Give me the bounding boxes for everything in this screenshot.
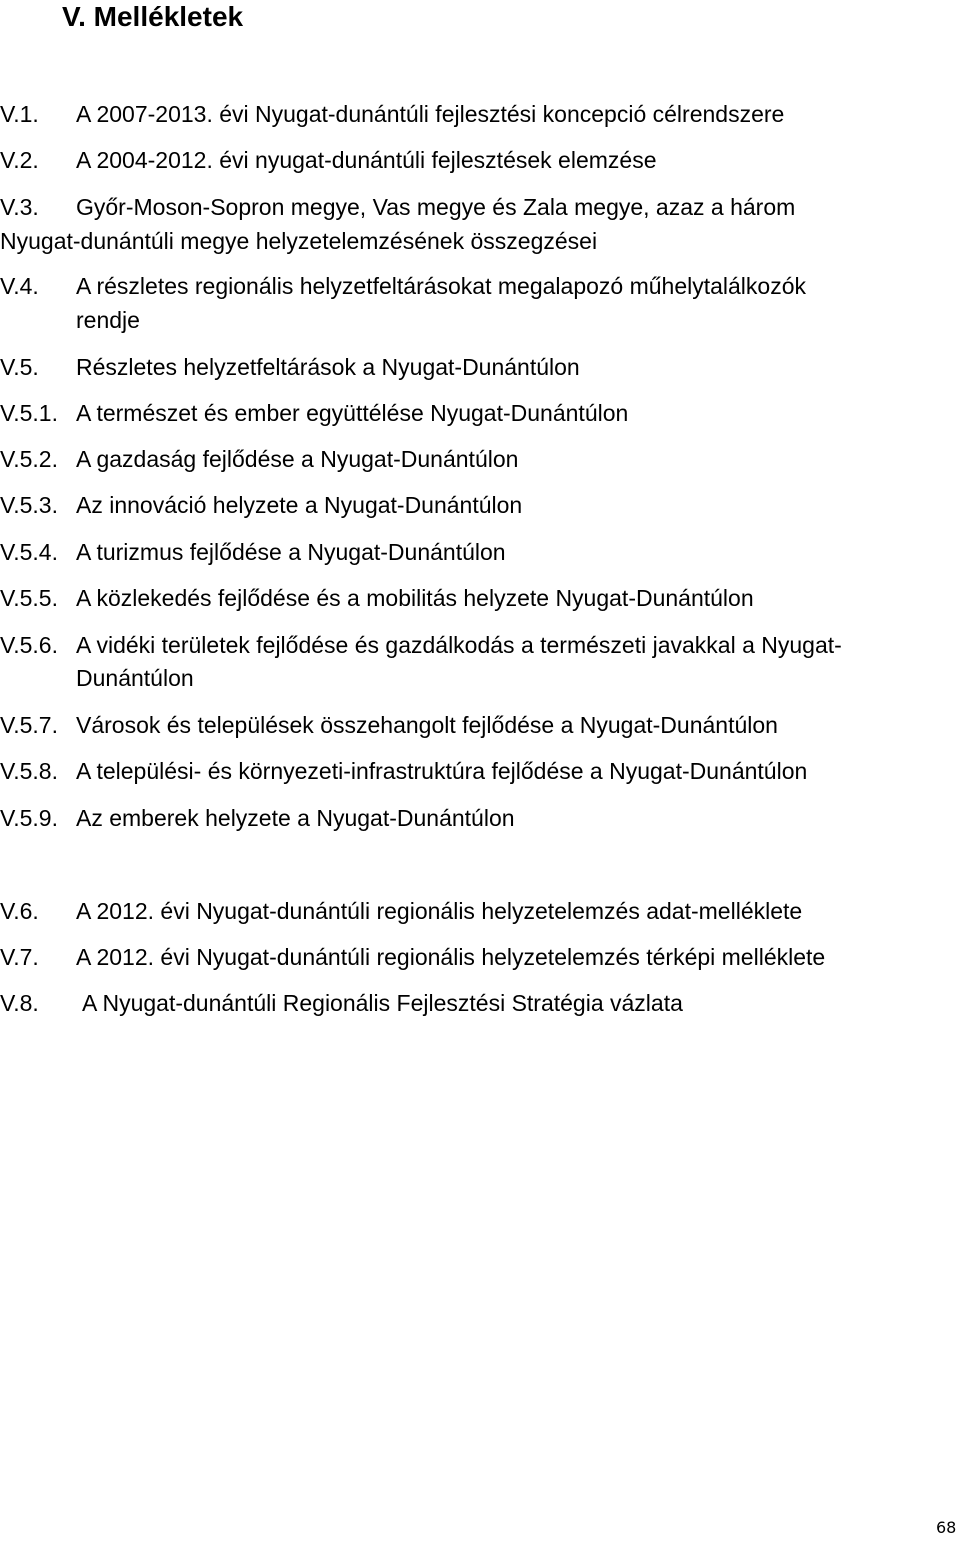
toc-entry-number: V.8. xyxy=(0,990,39,1016)
toc-entry-title: A természet és ember együttélése Nyugat-Dunántúlon xyxy=(76,400,629,426)
page-number: 68 xyxy=(936,1518,957,1537)
toc-entry-title-continuation: rendje xyxy=(76,307,140,333)
toc-entry-number: V.5.2. xyxy=(0,446,58,472)
toc-entry-number: V.2. xyxy=(0,147,39,173)
toc-entry-title: A 2007-2013. évi Nyugat-dunántúli fejlesztési koncepció célrendszere xyxy=(76,101,785,127)
toc-entry-title: A 2012. évi Nyugat-dunántúli regionális helyzetelemzés adat-melléklete xyxy=(76,898,803,924)
toc-entry-number: V.5.6. xyxy=(0,632,58,658)
toc-entry-title: A turizmus fejlődése a Nyugat-Dunántúlon xyxy=(76,539,506,565)
toc-entry-title: Győr-Moson-Sopron megye, Vas megye és Zala megye, azaz a három xyxy=(76,194,796,220)
toc-entry-number: V.6. xyxy=(0,898,39,924)
toc-entry-number: V.5.9. xyxy=(0,805,58,831)
toc-entry-number: V.7. xyxy=(0,944,39,970)
toc-entry-title: A 2012. évi Nyugat-dunántúli regionális helyzetelemzés térképi melléklete xyxy=(76,944,826,970)
toc-entry-title: Városok és települések összehangolt fejlődése a Nyugat-Dunántúlon xyxy=(76,712,778,738)
toc-entry-title: Az innováció helyzete a Nyugat-Dunántúlon xyxy=(76,492,523,518)
toc-entry-number: V.5.4. xyxy=(0,539,58,565)
toc-entry-title-continuation: Nyugat-dunántúli megye helyzetelemzésének összegzései xyxy=(0,228,598,254)
toc-entry-title: Részletes helyzetfeltárások a Nyugat-Dunántúlon xyxy=(76,354,580,380)
toc-entry-number: V.5.3. xyxy=(0,492,58,518)
page-title: V. Mellékletek xyxy=(62,1,244,32)
toc-entry-number: V.5.1. xyxy=(0,400,58,426)
toc-entry-number: V.1. xyxy=(0,101,39,127)
toc-entry-title: Az emberek helyzete a Nyugat-Dunántúlon xyxy=(76,805,515,831)
toc-entry-number: V.4. xyxy=(0,273,39,299)
toc-entry-title: A vidéki területek fejlődése és gazdálkodás a természeti javakkal a Nyugat- xyxy=(76,632,842,658)
toc-entry-number: V.5.7. xyxy=(0,712,58,738)
toc-entry-title: A közlekedés fejlődése és a mobilitás helyzete Nyugat-Dunántúlon xyxy=(76,585,754,611)
toc-entry-title: A gazdaság fejlődése a Nyugat-Dunántúlon xyxy=(76,446,519,472)
toc-entry-number: V.5.8. xyxy=(0,758,58,784)
toc-entry-number: V.5. xyxy=(0,354,39,380)
toc-entry-number: V.3. xyxy=(0,194,39,220)
toc-entry-title: A települési- és környezeti-infrastruktúra fejlődése a Nyugat-Dunántúlon xyxy=(76,758,808,784)
toc-entry-title-continuation: Dunántúlon xyxy=(76,665,194,691)
toc-entry-title: A Nyugat-dunántúli Regionális Fejlesztési Stratégia vázlata xyxy=(82,990,683,1016)
toc-entry-title: A részletes regionális helyzetfeltárásokat megalapozó műhelytalálkozók xyxy=(76,273,807,299)
toc-entry-number: V.5.5. xyxy=(0,585,58,611)
toc-entry-title: A 2004-2012. évi nyugat-dunántúli fejlesztések elemzése xyxy=(76,147,657,173)
